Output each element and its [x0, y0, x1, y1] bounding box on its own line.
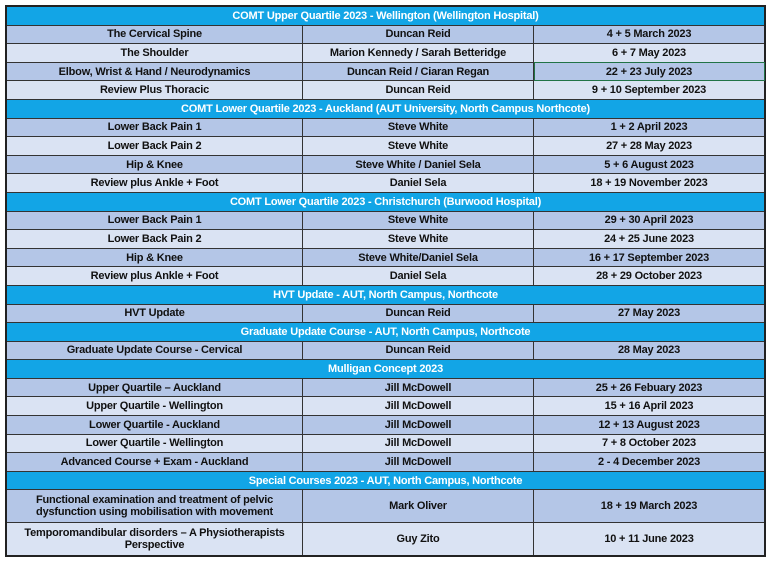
date-cell[interactable]: 1 + 2 April 2023 — [534, 118, 766, 137]
date-cell[interactable]: 6 + 7 May 2023 — [534, 44, 766, 63]
table-row — [6, 62, 765, 81]
course-name-cell[interactable]: Review plus Ankle + Foot — [6, 267, 303, 286]
section-header-row — [6, 285, 765, 304]
section-header-row — [6, 360, 765, 379]
presenter-cell[interactable]: Mark Oliver — [303, 490, 534, 523]
date-cell[interactable]: 15 + 16 April 2023 — [534, 397, 766, 416]
table-row — [6, 211, 765, 230]
table-row — [6, 304, 765, 323]
course-name-cell[interactable]: The Cervical Spine — [6, 25, 303, 44]
date-cell[interactable]: 25 + 26 Febuary 2023 — [534, 378, 766, 397]
course-name-cell[interactable]: Lower Back Pain 2 — [6, 137, 303, 156]
date-cell[interactable]: 18 + 19 March 2023 — [534, 490, 766, 523]
table-row — [6, 155, 765, 174]
presenter-cell[interactable]: Guy Zito — [303, 523, 534, 557]
presenter-cell[interactable]: Steve White — [303, 230, 534, 249]
section-header-row — [6, 99, 765, 118]
presenter-cell[interactable]: Jill McDowell — [303, 416, 534, 435]
table-row — [6, 453, 765, 472]
date-cell[interactable]: 27 + 28 May 2023 — [534, 137, 766, 156]
date-cell[interactable]: 10 + 11 June 2023 — [534, 523, 766, 557]
section-title: COMT Lower Quartile 2023 - Auckland (AUT University, North Campus Northcote) — [6, 99, 765, 118]
course-name-cell[interactable]: Functional examination and treatment of pelvic dysfunction using mobilisation with movement — [6, 490, 303, 523]
presenter-cell[interactable]: Duncan Reid / Ciaran Regan — [303, 62, 534, 81]
course-name-cell[interactable]: Review plus Ankle + Foot — [6, 174, 303, 193]
date-cell[interactable]: 5 + 6 August 2023 — [534, 155, 766, 174]
presenter-cell[interactable]: Jill McDowell — [303, 434, 534, 453]
date-cell[interactable]: 7 + 8 October 2023 — [534, 434, 766, 453]
date-cell[interactable]: 29 + 30 April 2023 — [534, 211, 766, 230]
presenter-cell[interactable]: Duncan Reid — [303, 304, 534, 323]
course-name-cell[interactable]: The Shoulder — [6, 44, 303, 63]
table-row — [6, 137, 765, 156]
date-cell[interactable]: 2 - 4 December 2023 — [534, 453, 766, 472]
table-row — [6, 416, 765, 435]
presenter-cell[interactable]: Duncan Reid — [303, 25, 534, 44]
course-name-cell[interactable]: Temporomandibular disorders – A Physiotherapists Perspective — [6, 523, 303, 557]
course-name-cell[interactable]: Lower Quartile - Wellington — [6, 434, 303, 453]
date-cell[interactable]: 28 May 2023 — [534, 341, 766, 360]
table-row — [6, 44, 765, 63]
presenter-cell[interactable]: Jill McDowell — [303, 378, 534, 397]
course-name-cell[interactable]: HVT Update — [6, 304, 303, 323]
section-title: COMT Upper Quartile 2023 - Wellington (Wellington Hospital) — [6, 6, 765, 25]
date-cell[interactable]: 9 + 10 September 2023 — [534, 81, 766, 100]
course-name-cell[interactable]: Lower Back Pain 2 — [6, 230, 303, 249]
table-row — [6, 118, 765, 137]
presenter-cell[interactable]: Steve White — [303, 211, 534, 230]
course-name-cell[interactable]: Hip & Knee — [6, 248, 303, 267]
table-row — [6, 341, 765, 360]
table-row — [6, 397, 765, 416]
table-row — [6, 230, 765, 249]
course-name-cell[interactable]: Upper Quartile - Wellington — [6, 397, 303, 416]
presenter-cell[interactable]: Jill McDowell — [303, 397, 534, 416]
presenter-cell[interactable]: Duncan Reid — [303, 81, 534, 100]
course-name-cell[interactable]: Graduate Update Course - Cervical — [6, 341, 303, 360]
section-title: Graduate Update Course - AUT, North Campus, Northcote — [6, 323, 765, 342]
presenter-cell[interactable]: Daniel Sela — [303, 267, 534, 286]
presenter-cell[interactable]: Duncan Reid — [303, 341, 534, 360]
course-name-cell[interactable]: Hip & Knee — [6, 155, 303, 174]
presenter-cell[interactable]: Jill McDowell — [303, 453, 534, 472]
course-name-cell[interactable]: Elbow, Wrist & Hand / Neurodynamics — [6, 62, 303, 81]
date-cell[interactable]: 16 + 17 September 2023 — [534, 248, 766, 267]
section-header-row — [6, 192, 765, 211]
date-cell[interactable]: 28 + 29 October 2023 — [534, 267, 766, 286]
date-cell[interactable]: 12 + 13 August 2023 — [534, 416, 766, 435]
course-schedule-table — [5, 5, 766, 557]
date-cell[interactable]: 4 + 5 March 2023 — [534, 25, 766, 44]
course-name-cell[interactable]: Upper Quartile – Auckland — [6, 378, 303, 397]
presenter-cell[interactable]: Daniel Sela — [303, 174, 534, 193]
course-name-cell[interactable]: Advanced Course + Exam - Auckland — [6, 453, 303, 472]
section-title: Special Courses 2023 - AUT, North Campus, Northcote — [6, 471, 765, 490]
presenter-cell[interactable]: Steve White — [303, 118, 534, 137]
section-header-row — [6, 323, 765, 342]
table-row — [6, 25, 765, 44]
section-title: Mulligan Concept 2023 — [6, 360, 765, 379]
presenter-cell[interactable]: Marion Kennedy / Sarah Betteridge — [303, 44, 534, 63]
table-row — [6, 434, 765, 453]
course-name-cell[interactable]: Lower Back Pain 1 — [6, 118, 303, 137]
course-name-cell[interactable]: Lower Quartile - Auckland — [6, 416, 303, 435]
table-row — [6, 174, 765, 193]
table-row — [6, 378, 765, 397]
section-title: HVT Update - AUT, North Campus, Northcote — [6, 285, 765, 304]
section-header-row — [6, 6, 765, 25]
course-name-cell[interactable]: Lower Back Pain 1 — [6, 211, 303, 230]
course-name-cell[interactable]: Review Plus Thoracic — [6, 81, 303, 100]
section-title: COMT Lower Quartile 2023 - Christchurch (Burwood Hospital) — [6, 192, 765, 211]
presenter-cell[interactable]: Steve White/Daniel Sela — [303, 248, 534, 267]
date-cell[interactable]: 18 + 19 November 2023 — [534, 174, 766, 193]
table-row — [6, 490, 765, 523]
date-cell[interactable]: 27 May 2023 — [534, 304, 766, 323]
date-cell[interactable]: 22 + 23 July 2023 — [534, 62, 766, 81]
presenter-cell[interactable]: Steve White — [303, 137, 534, 156]
table-row — [6, 248, 765, 267]
table-row — [6, 523, 765, 557]
section-header-row — [6, 471, 765, 490]
table-row — [6, 267, 765, 286]
presenter-cell[interactable]: Steve White / Daniel Sela — [303, 155, 534, 174]
date-cell[interactable]: 24 + 25 June 2023 — [534, 230, 766, 249]
table-row — [6, 81, 765, 100]
